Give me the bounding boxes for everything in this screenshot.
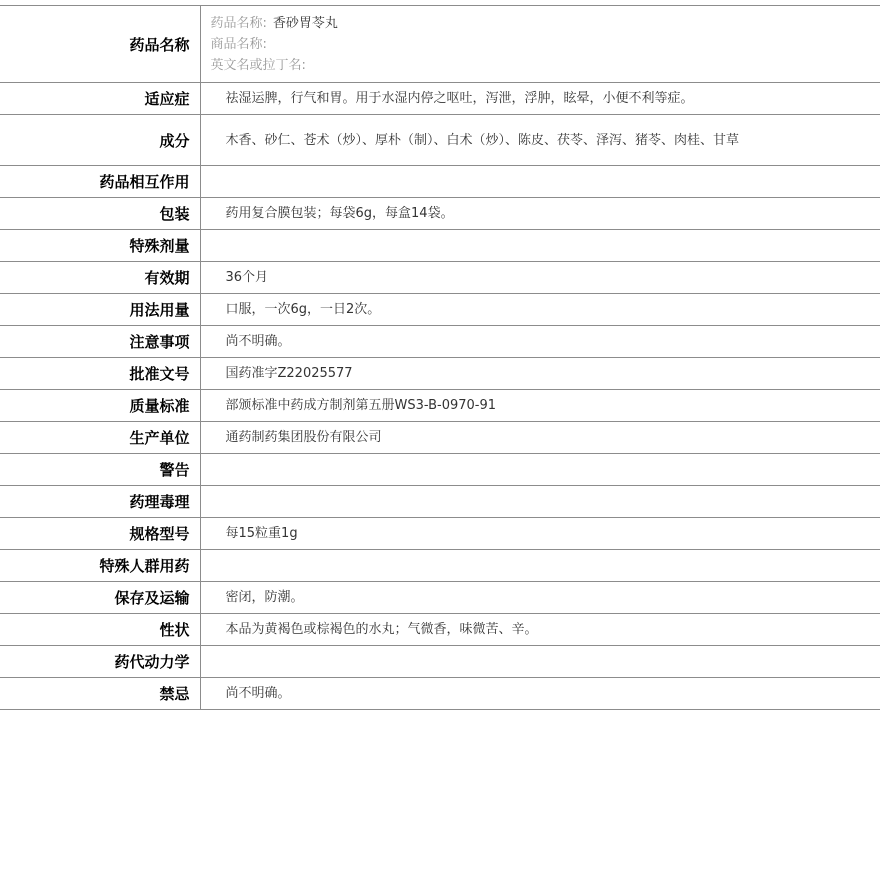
row-label-shelf-life: 有效期 [0,262,200,294]
drug-name-label: 药品名称 [0,6,200,83]
row-label-quality-standard: 质量标准 [0,390,200,422]
row-label-interactions: 药品相互作用 [0,166,200,198]
row-value-shelf-life: 36个月 [200,262,880,294]
row-label-usage: 用法用量 [0,294,200,326]
row-label-special-populations: 特殊人群用药 [0,550,200,582]
generic-name-key: 药品名称: [210,15,267,31]
table-row [0,326,880,358]
table-row [0,83,880,115]
row-label-packaging: 包装 [0,198,200,230]
row-label-precautions: 注意事项 [0,326,200,358]
drug-info-table [0,5,880,710]
row-label-description: 性状 [0,614,200,646]
table-row [0,518,880,550]
table-row [0,358,880,390]
table-row [0,230,880,262]
table-row [0,262,880,294]
row-value-pharmacology [200,486,880,518]
english-name-key: 英文名或拉丁名: [210,57,306,73]
row-value-quality-standard: 部颁标准中药成方制剂第五册WS3-B-0970-91 [200,390,880,422]
row-value-indications: 祛湿运脾，行气和胃。用于水湿内停之呕吐，泻泄，浮肿，眩晕，小便不利等症。 [200,83,880,115]
table-row [0,454,880,486]
trade-name-line [211,34,880,55]
row-value-manufacturer: 通药制药集团股份有限公司 [200,422,880,454]
row-value-special-dosage [200,230,880,262]
english-name-line [211,55,880,76]
row-label-pharmacokinetics: 药代动力学 [0,646,200,678]
row-label-storage: 保存及运输 [0,582,200,614]
row-value-ingredients: 木香、砂仁、苍术（炒）、厚朴（制）、白术（炒）、陈皮、茯苓、泽泻、猪苓、肉桂、甘草 [200,115,880,166]
row-value-description: 本品为黄褐色或棕褐色的水丸；气微香，味微苦、辛。 [200,614,880,646]
table-row [0,646,880,678]
row-label-special-dosage: 特殊剂量 [0,230,200,262]
drug-name-cell [200,6,880,83]
table-row [0,198,880,230]
row-label-pharmacology: 药理毒理 [0,486,200,518]
row-value-packaging: 药用复合膜包装；每袋6g，每盒14袋。 [200,198,880,230]
table-row [0,486,880,518]
table-row [0,550,880,582]
row-label-indications: 适应症 [0,83,200,115]
row-value-approval-number: 国药准字Z22025577 [200,358,880,390]
table-row [0,422,880,454]
row-value-usage: 口服，一次6g，一日2次。 [200,294,880,326]
table-row [0,115,880,166]
row-label-contraindications: 禁忌 [0,678,200,710]
table-row [0,614,880,646]
row-value-precautions: 尚不明确。 [200,326,880,358]
row-label-ingredients: 成分 [0,115,200,166]
row-value-interactions [200,166,880,198]
table-row [0,582,880,614]
row-value-pharmacokinetics [200,646,880,678]
generic-name-line [211,13,880,34]
row-label-approval-number: 批准文号 [0,358,200,390]
row-value-special-populations [200,550,880,582]
row-value-specification: 每15粒重1g [200,518,880,550]
generic-name-value: 香砂胃苓丸 [272,15,338,31]
table-row [0,166,880,198]
row-label-manufacturer: 生产单位 [0,422,200,454]
row-value-contraindications: 尚不明确。 [200,678,880,710]
row-label-specification: 规格型号 [0,518,200,550]
row-value-storage: 密闭，防潮。 [200,582,880,614]
row-value-warning [200,454,880,486]
table-row [0,678,880,710]
row-label-warning: 警告 [0,454,200,486]
table-row [0,390,880,422]
trade-name-key: 商品名称: [210,36,267,52]
drug-name-row [0,6,880,83]
table-row [0,294,880,326]
